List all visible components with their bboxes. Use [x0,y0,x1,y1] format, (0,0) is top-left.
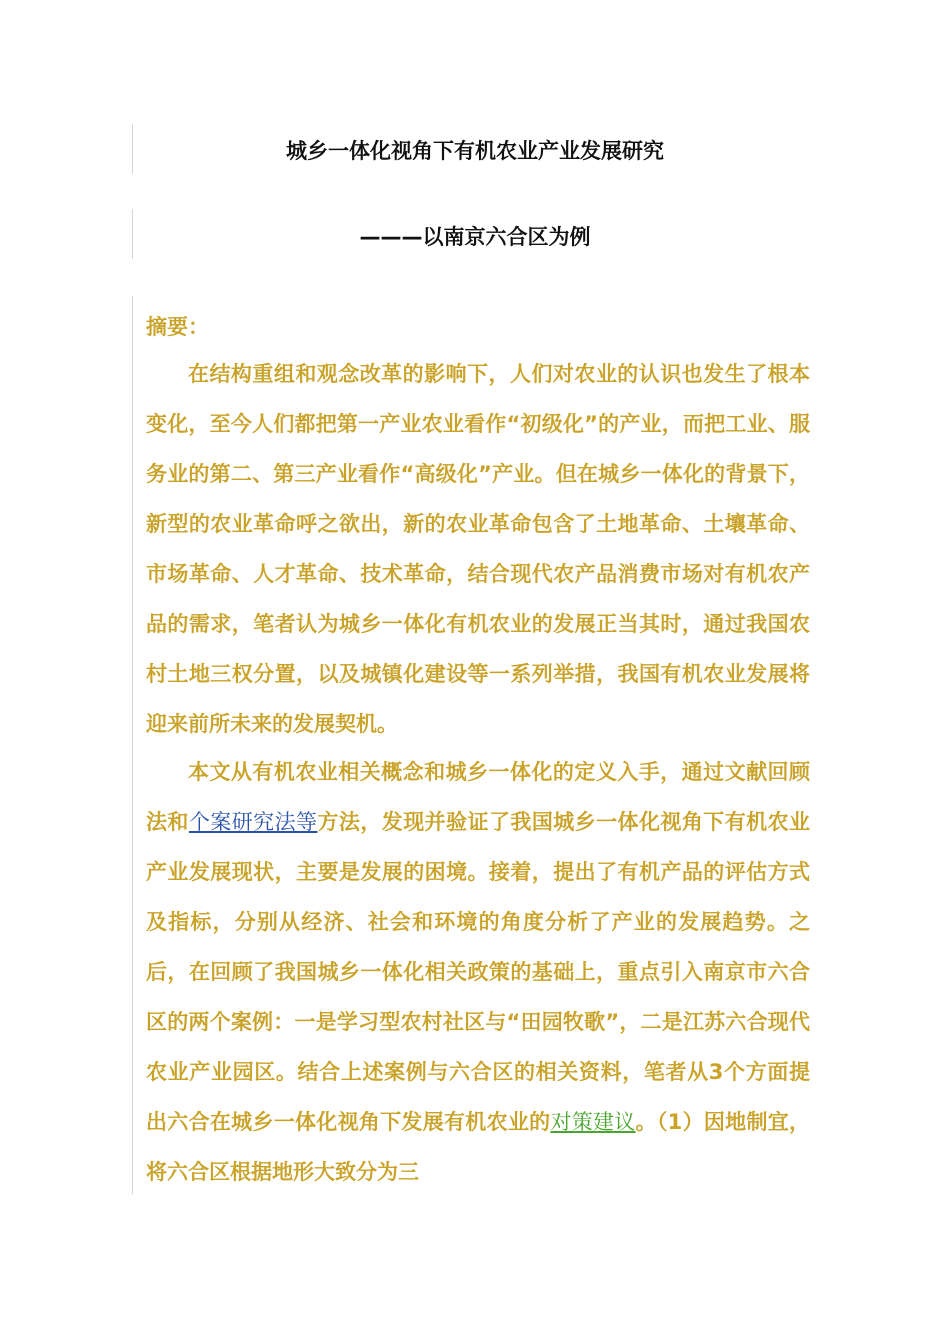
abstract-paragraph-1: 在结构重组和观念改革的影响下，人们对农业的认识也发生了根本变化，至今人们都把第一产业农业看作“初级化”的产业，而把工业、服务业的第二、第三产业看作“高级化”产业。但在城乡一体化的背景下，新型的农业革命呼之欲出，新的农业革命包含了土地革命、土壤革命、市场革命、人才革命、技术革命，结合现代农产品消费市场对有机农产品的需求，笔者认为城乡一体化有机农业的发展正当其时，通过我国农村土地三权分置，以及城镇化建设等一系列举措，我国有机农业发展将迎来前所未来的发展契机。 [146,362,810,736]
abstract-label: 摘要： [146,315,209,339]
document-title: 城乡一体化视角下有机农业产业发展研究 [286,139,664,163]
margin-line-body [132,296,133,1194]
case-study-method-link[interactable]: 个案研究法等 [188,810,318,834]
abstract-paragraph-2 [146,747,810,1197]
countermeasure-link[interactable]: 对策建议 [550,1110,636,1134]
paragraph-2-text-3: 。（1）因地制宜，将六合区根据地形大致分为三 [146,1110,811,1184]
document-subtitle: ———以南京六合区为例 [359,225,591,249]
paragraph-2-text-2: 方法，发现并验证了我国城乡一体化视角下有机农业产业发展现状，主要是发展的困境。接着，提出了有机产品的评估方式及指标，分别从经济、社会和环境的角度分析了产业的发展趋势。之后，在回顾了我国城乡一体化相关政策的基础上，重点引入南京市六合区的两个案例：一是学习型农村社区与“田园牧歌”，二是江苏六合现代农业产业园区。结合上述案例与六合区的相关资料，笔者从3个方面提出六合在城乡一体化视角下发展有机农业的 [146,810,811,1134]
paragraph-2-text-1: 本文从有机农业相关概念和城乡一体化的定义入手，通过文献回顾法和 [146,760,810,834]
